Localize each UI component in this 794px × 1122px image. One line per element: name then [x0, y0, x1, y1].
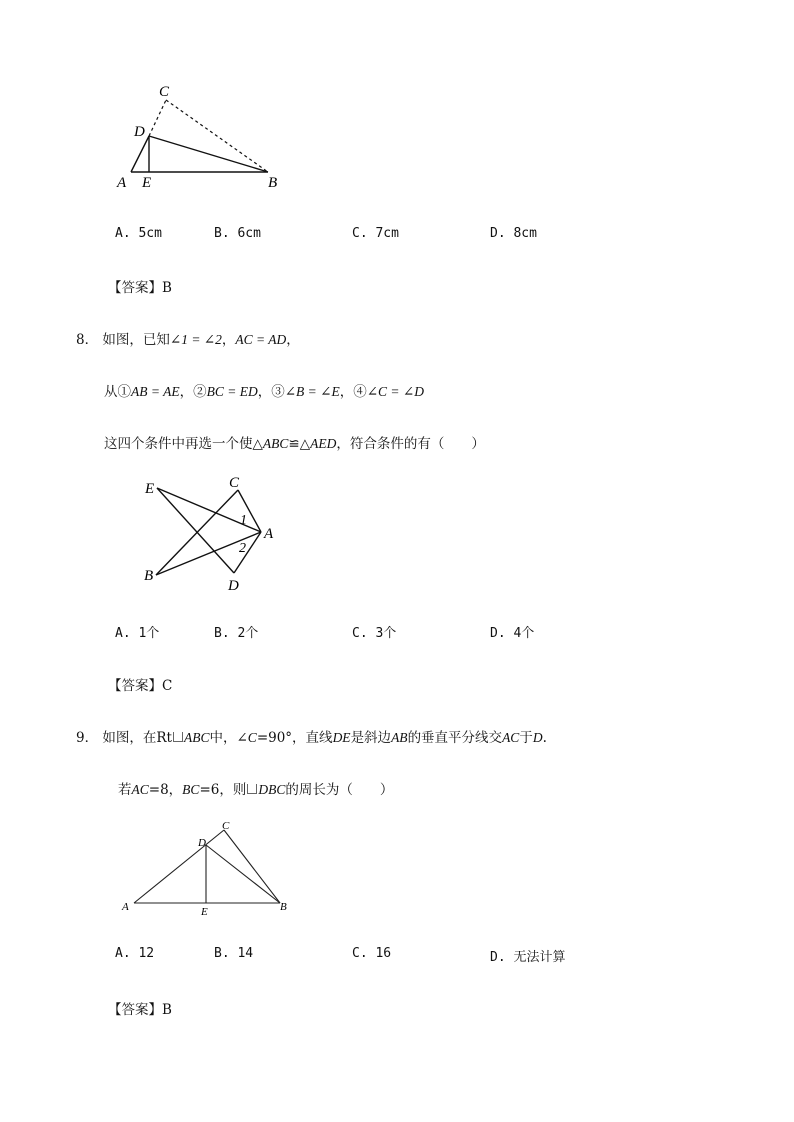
- q9-number: 9．: [76, 730, 99, 746]
- q9-option-a: A. 12: [115, 946, 155, 961]
- q9-option-c: C. 16: [352, 946, 392, 961]
- label-b: B: [268, 175, 278, 191]
- q7-option-c: C. 7cm: [352, 226, 399, 241]
- q8-choice-4-pre: ，④: [339, 384, 367, 400]
- segment-dc-dashed: [149, 100, 166, 136]
- q8-choice-2: BC = ED: [206, 384, 258, 399]
- figure-q9: [118, 818, 303, 920]
- segment-db: [206, 845, 280, 903]
- q8-option-c: C. 3个: [352, 626, 397, 641]
- q9-triangle-dbc: DBC: [258, 782, 286, 797]
- q8-sep2: ，: [286, 332, 300, 348]
- label-a: A: [117, 175, 127, 191]
- q9-text-c: =90°，直线: [256, 730, 333, 746]
- q8-line2-pre: 从①: [104, 384, 131, 400]
- label-b: B: [144, 568, 154, 584]
- segment-ac: [134, 830, 224, 903]
- q9-side-ac: AC: [502, 730, 520, 745]
- label-2: 2: [239, 541, 246, 556]
- q8-choice-2-pre: ，②: [179, 384, 207, 400]
- q9-text-f: 于: [519, 730, 533, 746]
- q8-triangle-abc: ABC: [262, 436, 289, 451]
- q8-congruent-sign: ≌: [288, 436, 300, 452]
- q8-condition-angles: ∠1 = ∠2: [169, 332, 222, 347]
- q9-text-b: 中，∠: [209, 730, 248, 746]
- q8-answer: 【答案】C: [108, 678, 173, 694]
- segment-cb: [224, 830, 280, 903]
- q9-side-ab: AB: [391, 730, 408, 745]
- figure-q7: [110, 78, 310, 193]
- q7-option-b: B. 6cm: [214, 226, 261, 241]
- q9-angle-c: C: [247, 730, 257, 745]
- segment-db: [149, 136, 268, 172]
- triangle-icon: [173, 732, 183, 742]
- label-e: E: [145, 481, 155, 497]
- q9-text-a: 如图，在Rt: [102, 730, 172, 746]
- q8-line1-text: 如图，已知: [102, 332, 170, 348]
- q9-text-d: 是斜边: [350, 730, 392, 746]
- label-c: C: [159, 84, 170, 100]
- q9-ac-value: AC: [131, 782, 149, 797]
- q8-line3-post: ，符合条件的有（ ）: [336, 436, 485, 452]
- q7-option-d: D. 8cm: [490, 226, 537, 241]
- q8-choice-3-pre: ，③: [257, 384, 285, 400]
- q9-bc-value: BC: [182, 782, 200, 797]
- q8-condition-ac-ad: AC = AD: [235, 332, 287, 347]
- q8-option-a: A. 1个: [115, 626, 160, 641]
- label-d: D: [134, 124, 145, 140]
- q9-option-b: B. 14: [214, 946, 254, 961]
- q9-text-if: 若: [118, 782, 132, 798]
- segment-ad: [131, 136, 149, 172]
- triangle-icon: [247, 784, 257, 794]
- q9-line2: [118, 778, 393, 798]
- q8-triangle-aed: △AED: [299, 436, 337, 451]
- label-1: 1: [240, 513, 247, 528]
- label-d: D: [198, 837, 206, 849]
- q7-option-a: A. 5cm: [115, 226, 162, 241]
- q9-answer: 【答案】B: [108, 1002, 172, 1018]
- q8-choice-3: ∠B = ∠E: [284, 384, 340, 399]
- q8-choice-4: ∠C = ∠D: [366, 384, 424, 399]
- q9-option-d: D. 无法计算: [490, 950, 566, 965]
- q8-line2: [104, 380, 424, 400]
- q9-text-perimeter: 的周长为（ ）: [285, 782, 394, 798]
- label-b: B: [280, 901, 287, 913]
- label-a: A: [264, 526, 274, 542]
- q8-choice-1: AB = AE: [131, 384, 180, 399]
- segment-ed: [157, 488, 234, 573]
- label-a: A: [122, 901, 129, 913]
- q9-line1: [76, 726, 547, 746]
- q8-option-d: D. 4个: [490, 626, 535, 641]
- figure-q8: [140, 470, 290, 596]
- q9-triangle-abc: ABC: [183, 730, 210, 745]
- q9-line-de: DE: [332, 730, 351, 745]
- q8-line3: [104, 432, 485, 452]
- q9-point-d: D: [532, 730, 543, 745]
- label-d: D: [228, 578, 239, 594]
- q8-number: 8．: [76, 332, 99, 348]
- segment-cb-dashed: [166, 100, 268, 172]
- label-c: C: [222, 820, 230, 832]
- q9-text-eq6: =6，则: [199, 782, 247, 798]
- label-e: E: [201, 906, 208, 918]
- q8-sep1: ，: [221, 332, 236, 348]
- q8-line3-pre: 这四个条件中再选一个使△: [104, 436, 263, 452]
- q8-option-b: B. 2个: [214, 626, 259, 641]
- q9-text-e: 的垂直平分线交: [407, 730, 503, 746]
- q7-answer: 【答案】B: [108, 280, 172, 296]
- q9-text-eq8: =8，: [148, 782, 183, 798]
- q8-line1: [76, 328, 300, 348]
- label-e: E: [142, 175, 152, 191]
- label-c: C: [229, 475, 240, 491]
- q9-text-g: .: [542, 730, 547, 746]
